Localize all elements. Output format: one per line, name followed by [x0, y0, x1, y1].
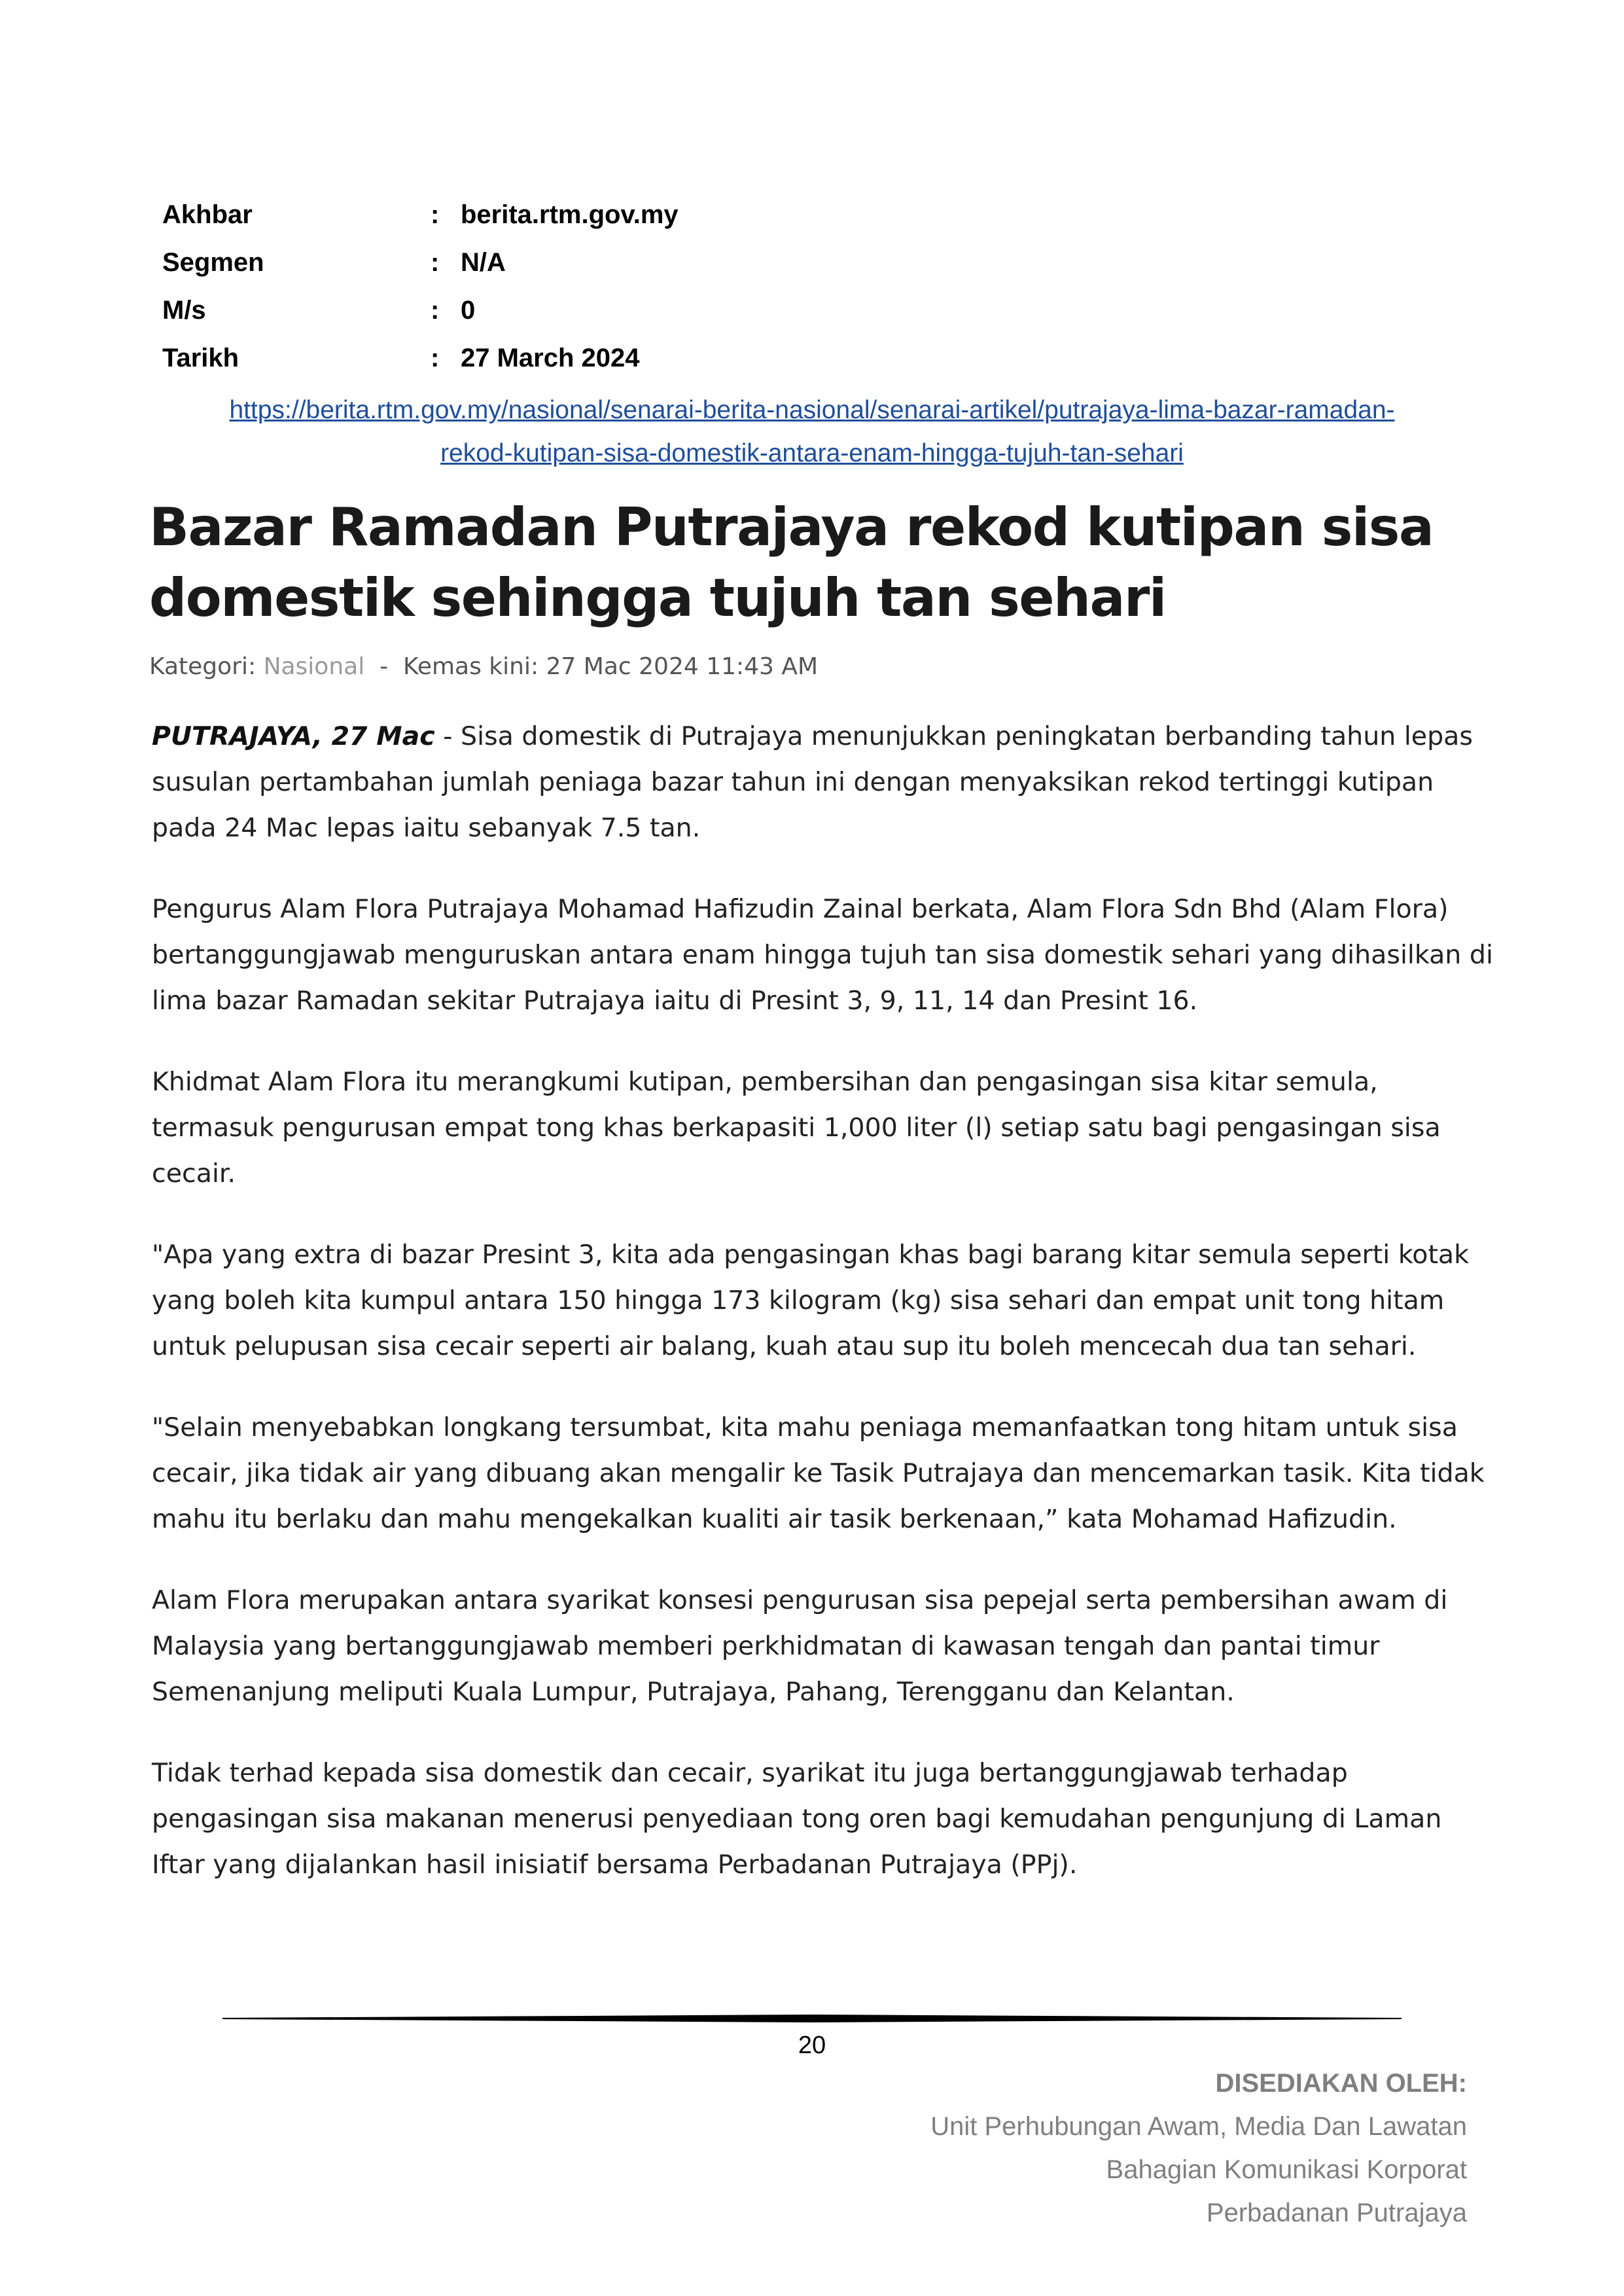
article-paragraph [152, 713, 1500, 851]
lead-text: - Sisa domestik di Putrajaya menunjukkan peningkatan berbanding tahun lepas susulan pertambahan jumlah peniaga bazar tahun ini dengan menyaksikan rekod tertinggi kutipan pada 24 Mac lepas iaitu sebanyak 7.5 tan. [152, 721, 1473, 843]
article-paragraph: "Selain menyebabkan longkang tersumbat, kita mahu peniaga memanfaatkan tong hitam untuk sisa cecair, jika tidak air yang dibuang akan mengalir ke Tasik Putrajaya dan mencemarkan tasik. Kita tidak mahu itu berlaku dan mahu mengekalkan kualiti air tasik berkenaan,” kata Mohamad Hafizudin. [152, 1412, 1485, 1534]
meta-label: Akhbar [162, 200, 253, 229]
dateline: PUTRAJAYA, 27 Mac [152, 721, 435, 751]
byline-separator: - [380, 653, 389, 680]
prepared-by-label: DISEDIAKAN OLEH: [1215, 2069, 1467, 2098]
article-paragraph: Khidmat Alam Flora itu merangkumi kutipan, pembersihan dan pengasingan sisa kitar semula, termasuk pengurusan empat tong khas berkapasiti 1,000 liter (l) setiap satu bagi pengasingan sisa cecair. [152, 1067, 1441, 1189]
meta-label: Segmen [162, 248, 264, 277]
footer-organisation: Perbadanan Putrajaya [1206, 2198, 1467, 2227]
meta-row-segment [162, 239, 679, 287]
meta-value: berita.rtm.gov.my [461, 200, 679, 229]
meta-row-newspaper [162, 191, 679, 239]
meta-separator: : [431, 248, 440, 277]
meta-row-page [162, 287, 679, 334]
meta-label: Tarikh [162, 344, 239, 372]
meta-separator: : [431, 200, 440, 229]
category-label: Kategori: [149, 653, 256, 680]
article-headline [149, 492, 1536, 634]
source-url-link[interactable] [131, 389, 1493, 475]
meta-separator: : [431, 296, 440, 325]
meta-value: N/A [461, 248, 506, 277]
category-link[interactable]: Nasional [263, 653, 365, 680]
clipping-metadata [162, 191, 679, 382]
meta-value: 27 March 2024 [461, 344, 640, 372]
footer-unit: Unit Perhubungan Awam, Media Dan Lawatan [930, 2112, 1467, 2141]
article-paragraph: "Apa yang extra di bazar Presint 3, kita ada pengasingan khas bagi barang kitar semula seperti kotak yang boleh kita kumpul antara 150 hingga 173 kilogram (kg) sisa sehari dan empat unit tong hitam untuk pelupusan sisa cecair seperti air balang, kuah atau sup itu boleh mencecah dua tan sehari. [152, 1240, 1470, 1361]
source-url-line: https://berita.rtm.gov.my/nasional/senarai-berita-nasional/senarai-artikel/putrajaya-lima-bazar-ramadan- [229, 396, 1395, 424]
updated-timestamp: Kemas kini: 27 Mac 2024 11:43 AM [403, 653, 819, 680]
meta-row-date [162, 334, 679, 382]
meta-label: M/s [162, 296, 206, 325]
article-paragraph: Pengurus Alam Flora Putrajaya Mohamad Hafizudin Zainal berkata, Alam Flora Sdn Bhd (Alam Flora) bertanggungjawab menguruskan antara enam hingga tujuh tan sisa domestik sehari yang dihasilkan di lima bazar Ramadan sekitar Putrajaya iaitu di Presint 3, 9, 11, 14 dan Presint 16. [152, 894, 1493, 1016]
prepared-by-block [930, 2062, 1467, 2234]
headline-line: domestik sehingga tujuh tan sehari [149, 567, 1166, 628]
page-number: 20 [798, 2032, 826, 2059]
headline-line: Bazar Ramadan Putrajaya rekod kutipan sisa [149, 497, 1434, 558]
footer-divider [222, 2015, 1402, 2022]
source-url-line: rekod-kutipan-sisa-domestik-antara-enam-hingga-tujuh-tan-sehari [440, 439, 1184, 467]
article-byline [149, 651, 818, 683]
footer-division: Bahagian Komunikasi Korporat [1106, 2155, 1467, 2184]
meta-value: 0 [461, 296, 476, 325]
article-paragraph: Tidak terhad kepada sisa domestik dan cecair, syarikat itu juga bertanggungjawab terhadap pengasingan sisa makanan menerusi penyediaan tong oren bagi kemudahan pengunjung di Laman Iftar yang dijalankan hasil inisiatif bersama Perbadanan Putrajaya (PPj). [152, 1758, 1442, 1880]
article-body [152, 713, 1500, 1923]
meta-separator: : [431, 344, 440, 372]
article-paragraph: Alam Flora merupakan antara syarikat konsesi pengurusan sisa pepejal serta pembersihan awam di Malaysia yang bertanggungjawab memberi perkhidmatan di kawasan tengah dan pantai timur Semenanjung meliputi Kuala Lumpur, Putrajaya, Pahang, Terengganu dan Kelantan. [152, 1585, 1448, 1707]
